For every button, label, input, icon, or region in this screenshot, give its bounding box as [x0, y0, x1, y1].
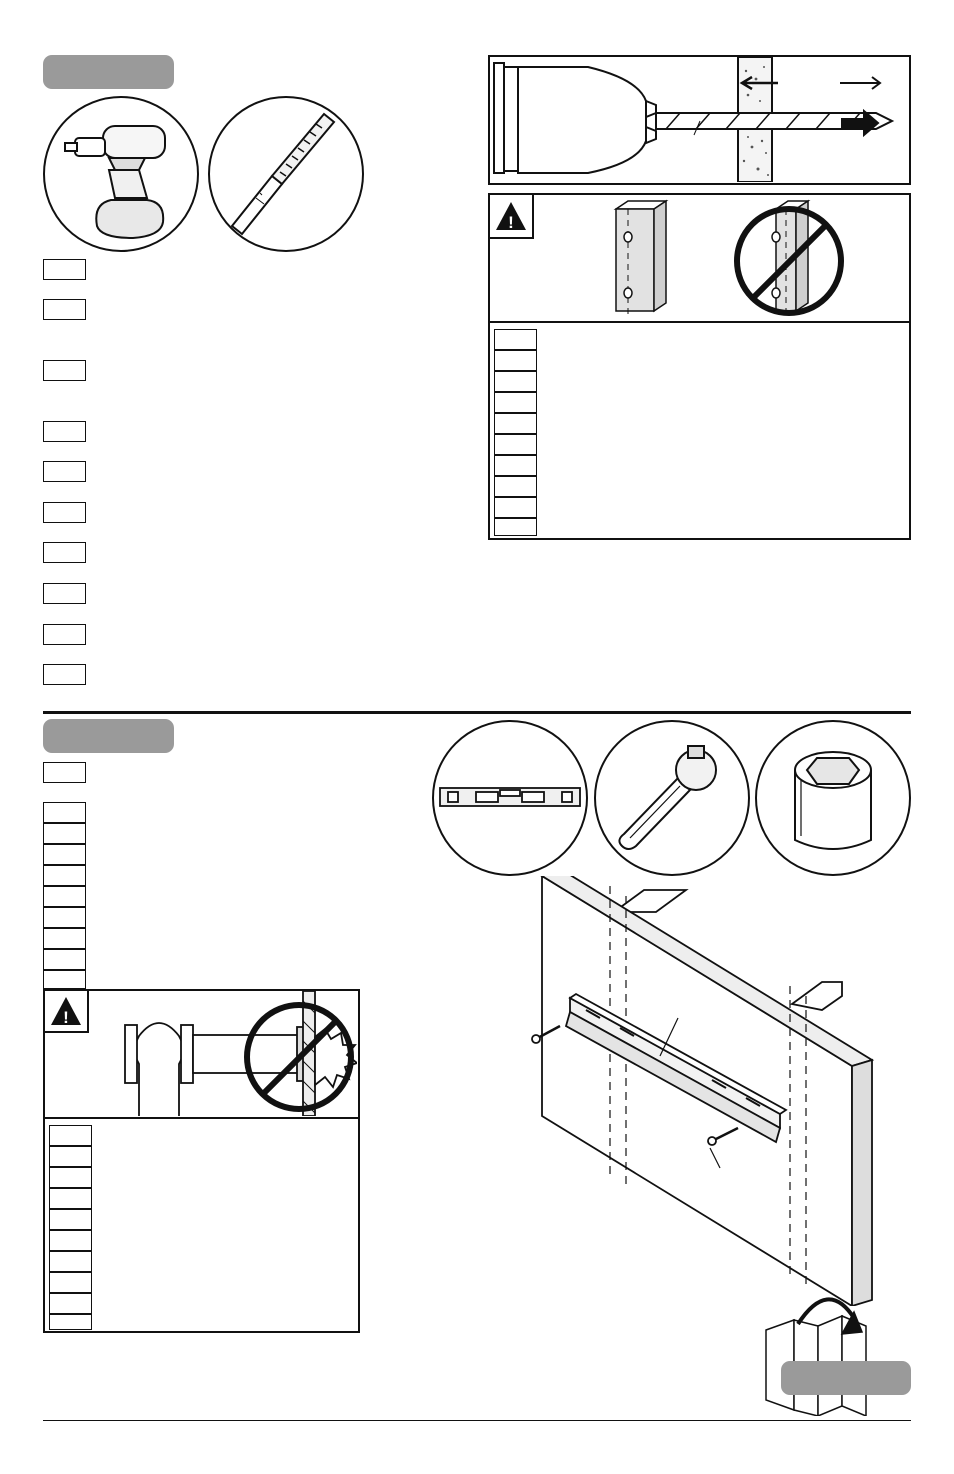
- table-row-cell: [494, 497, 537, 518]
- table-row-cell: [494, 371, 537, 392]
- cordless-drill-icon: [43, 96, 199, 252]
- prohibited-stud-icon: [737, 201, 841, 317]
- table-row-cell: [494, 392, 537, 413]
- table-row-cell: [49, 1188, 92, 1209]
- warning-triangle-icon: [45, 991, 89, 1033]
- table-row-cell: [494, 434, 537, 455]
- bottom-section-pill: [43, 719, 174, 753]
- table-row-cell: [43, 844, 86, 865]
- overtighten-warning-table: [43, 1117, 360, 1333]
- table-row-cell: [43, 823, 86, 844]
- overtighten-prohibited-icon: [45, 991, 357, 1116]
- footer-rule: [43, 1420, 911, 1421]
- step-box: [43, 762, 86, 783]
- step-box: [43, 360, 86, 381]
- table-row-cell: [43, 886, 86, 907]
- drill-through-wall-illustration: [488, 55, 911, 185]
- table-row-cell: [494, 476, 537, 497]
- step-box: [43, 461, 86, 482]
- level-icon: [432, 720, 588, 876]
- step-box: [43, 664, 86, 685]
- warning-triangle-icon: [490, 195, 534, 239]
- table-row-cell: [49, 1293, 92, 1314]
- overtighten-warning-panel: [43, 989, 360, 1119]
- table-row-cell: [494, 455, 537, 476]
- table-row-cell: [494, 350, 537, 371]
- ratchet-wrench-icon: [594, 720, 750, 876]
- table-row-cell: [49, 1146, 92, 1167]
- hex-socket-icon: [755, 720, 911, 876]
- table-row-cell: [43, 865, 86, 886]
- step-box: [43, 583, 86, 604]
- table-row-cell: [43, 928, 86, 949]
- step-box: [43, 299, 86, 320]
- top-section-pill: [43, 55, 174, 89]
- table-row-cell: [43, 949, 86, 970]
- drill-bit-icon: [208, 96, 364, 252]
- table-row-cell: [43, 970, 86, 989]
- table-row-cell: [494, 518, 537, 536]
- table-row-cell: [49, 1167, 92, 1188]
- table-row-cell: [49, 1251, 92, 1272]
- table-row-cell: [43, 907, 86, 928]
- table-row-cell: [49, 1272, 92, 1293]
- warning-symbol: !: [63, 1008, 69, 1027]
- stud-with-holes-icon: [616, 201, 666, 317]
- next-page-pill: [781, 1361, 911, 1395]
- wall-plate-mounting-illustration: [520, 876, 880, 1306]
- table-row-cell: [494, 329, 537, 350]
- step-box: [43, 259, 86, 280]
- warning-symbol: !: [508, 213, 514, 232]
- table-row-cell: [49, 1230, 92, 1251]
- table-row-cell: [49, 1125, 92, 1146]
- step-box: [43, 624, 86, 645]
- step-box: [43, 502, 86, 523]
- table-row-cell: [49, 1314, 92, 1330]
- top-warning-table: [488, 321, 911, 540]
- table-row-cell: [494, 413, 537, 434]
- step-box: [43, 421, 86, 442]
- section-divider: [43, 711, 911, 714]
- stud-warning-panel: [488, 193, 911, 323]
- page-turn-icon: [762, 1290, 872, 1416]
- table-row-cell: [43, 802, 86, 823]
- table-row-cell: [49, 1209, 92, 1230]
- step-box: [43, 542, 86, 563]
